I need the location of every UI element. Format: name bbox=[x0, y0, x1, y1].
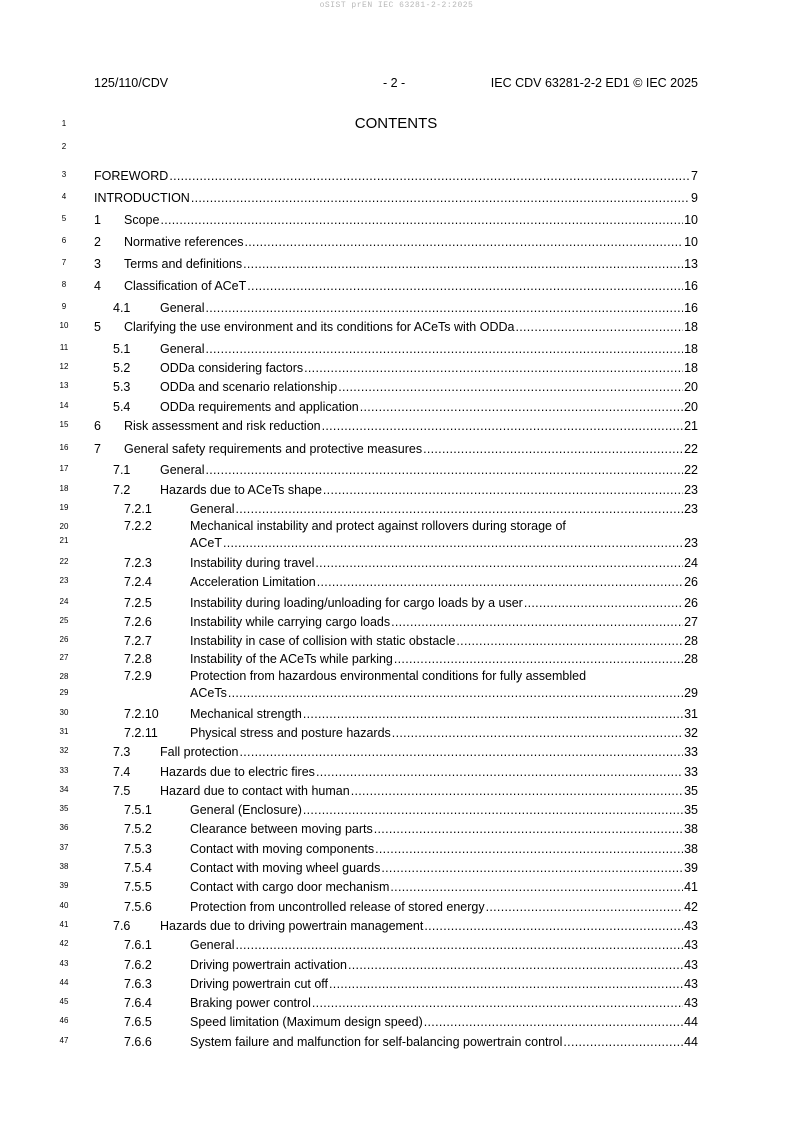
toc-entry-page: 24 bbox=[684, 556, 698, 570]
toc-leader-dots bbox=[515, 319, 683, 335]
toc-entry[interactable] bbox=[94, 501, 698, 517]
line-number: 38 bbox=[59, 862, 69, 871]
toc-entry[interactable] bbox=[94, 555, 698, 571]
toc-entry-number: 4 bbox=[94, 279, 101, 293]
line-number: 41 bbox=[59, 920, 69, 929]
toc-entry[interactable] bbox=[94, 614, 698, 630]
line-number: 18 bbox=[59, 484, 69, 493]
toc-entry-page: 43 bbox=[684, 919, 698, 933]
toc-leader-dots bbox=[360, 399, 683, 415]
toc-leader-dots bbox=[205, 300, 683, 316]
toc-leader-dots bbox=[392, 725, 683, 741]
line-number: 34 bbox=[59, 785, 69, 794]
toc-entry-number: 7.6.3 bbox=[124, 977, 152, 991]
toc-entry-title: Fall protection bbox=[160, 745, 239, 759]
toc-entry-title: General (Enclosure) bbox=[190, 803, 302, 817]
toc-entry-page: 16 bbox=[684, 279, 698, 293]
toc-entry-page: 39 bbox=[684, 861, 698, 875]
toc-entry-page: 44 bbox=[684, 1035, 698, 1049]
toc-entry-page: 20 bbox=[684, 400, 698, 414]
toc-leader-dots bbox=[563, 1034, 683, 1050]
toc-entry-page: 10 bbox=[684, 235, 698, 249]
toc-entry-number: 7.5.2 bbox=[124, 822, 152, 836]
toc-leader-dots bbox=[375, 841, 683, 857]
toc-entry-page: 33 bbox=[684, 745, 698, 759]
toc-entry-title: Braking power control bbox=[190, 996, 311, 1010]
toc-leader-dots bbox=[348, 957, 683, 973]
toc-entry-title: Hazards due to driving powertrain management bbox=[160, 919, 424, 933]
toc-entry[interactable] bbox=[94, 976, 698, 992]
toc-leader-dots bbox=[390, 879, 683, 895]
toc-entry[interactable] bbox=[94, 482, 698, 498]
toc-entry-title: General safety requirements and protective measures bbox=[124, 442, 423, 456]
toc-entry[interactable] bbox=[94, 319, 698, 335]
toc-leader-dots bbox=[205, 462, 683, 478]
toc-entry[interactable] bbox=[94, 937, 698, 953]
toc-entry-title: Contact with moving wheel guards bbox=[190, 861, 381, 875]
line-number: 29 bbox=[59, 688, 69, 697]
line-number: 1 bbox=[61, 119, 67, 128]
toc-entry-page: 18 bbox=[684, 320, 698, 334]
line-number: 19 bbox=[59, 503, 69, 512]
toc-entry[interactable] bbox=[94, 821, 698, 837]
toc-entry-title: General bbox=[160, 463, 205, 477]
line-number: 44 bbox=[59, 978, 69, 987]
line-number: 42 bbox=[59, 939, 69, 948]
toc-entry-title: ODDa and scenario relationship bbox=[160, 380, 338, 394]
toc-entry-title-line1: Mechanical instability and protect against rollovers during storage of bbox=[190, 519, 566, 533]
toc-entry-title: Driving powertrain cut off bbox=[190, 977, 329, 991]
toc-entry-number: 7 bbox=[94, 442, 101, 456]
toc-entry-number: 3 bbox=[94, 257, 101, 271]
toc-entry-page: 23 bbox=[684, 483, 698, 497]
toc-entry-title: General bbox=[190, 938, 235, 952]
toc-entry-page: 42 bbox=[684, 900, 698, 914]
toc-entry-number: 4.1 bbox=[113, 301, 131, 315]
toc-leader-dots bbox=[391, 614, 683, 630]
line-number: 43 bbox=[59, 959, 69, 968]
toc-entry-number: 7.2.8 bbox=[124, 652, 152, 666]
toc-entry-page: 18 bbox=[684, 342, 698, 356]
line-number: 28 bbox=[59, 672, 69, 681]
toc-entry[interactable] bbox=[94, 379, 698, 395]
toc-leader-dots bbox=[374, 821, 683, 837]
toc-leader-dots bbox=[191, 190, 690, 206]
toc-entry[interactable] bbox=[94, 668, 698, 702]
toc-entry-number: 7.6.1 bbox=[124, 938, 152, 952]
toc-entry-page: 26 bbox=[684, 575, 698, 589]
toc-entry[interactable] bbox=[94, 595, 698, 611]
line-number: 22 bbox=[59, 557, 69, 566]
line-number: 6 bbox=[61, 236, 67, 245]
toc-entry-title: Instability in case of collision with static obstacle bbox=[190, 634, 456, 648]
toc-entry-title: General bbox=[190, 502, 235, 516]
toc-entry-title: Hazard due to contact with human bbox=[160, 784, 350, 798]
toc-entry-number: 7.2.6 bbox=[124, 615, 152, 629]
toc-entry-title: ACeT bbox=[190, 536, 222, 550]
line-number: 3 bbox=[61, 170, 67, 179]
toc-entry-number: 7.2.2 bbox=[124, 519, 152, 533]
toc-leader-dots bbox=[240, 744, 684, 760]
toc-entry-number: 7.6 bbox=[113, 919, 131, 933]
toc-entry-number: 5.2 bbox=[113, 361, 131, 375]
toc-leader-dots bbox=[247, 278, 683, 294]
toc-leader-dots bbox=[316, 764, 683, 780]
toc-entry-number: 7.3 bbox=[113, 745, 131, 759]
toc-entry-number: 7.5 bbox=[113, 784, 131, 798]
toc-entry-title: Protection from uncontrolled release of stored energy bbox=[190, 900, 485, 914]
toc-entry-title: FOREWORD bbox=[94, 169, 169, 183]
line-number: 31 bbox=[59, 727, 69, 736]
line-number: 16 bbox=[59, 443, 69, 452]
toc-entry-page: 18 bbox=[684, 361, 698, 375]
toc-leader-dots bbox=[312, 995, 683, 1011]
toc-entry-page: 35 bbox=[684, 803, 698, 817]
toc-entry-number: 7.1 bbox=[113, 463, 131, 477]
toc-leader-dots bbox=[424, 918, 683, 934]
toc-entry[interactable] bbox=[94, 879, 698, 895]
toc-entry-title: Terms and definitions bbox=[124, 257, 243, 271]
toc-entry[interactable] bbox=[94, 462, 698, 478]
toc-entry-title: Instability during loading/unloading for cargo loads by a user bbox=[190, 596, 523, 610]
toc-entry-number: 7.6.4 bbox=[124, 996, 152, 1010]
toc-entry-number: 1 bbox=[94, 213, 101, 227]
toc-entry-number: 7.2.7 bbox=[124, 634, 152, 648]
toc-entry-number: 7.5.6 bbox=[124, 900, 152, 914]
toc-entry-page: 28 bbox=[684, 634, 698, 648]
toc-leader-dots bbox=[456, 633, 683, 649]
toc-entry-page: 31 bbox=[684, 707, 698, 721]
toc-entry-number: 7.2.11 bbox=[124, 726, 158, 740]
toc-entry[interactable] bbox=[94, 1014, 698, 1030]
toc-leader-dots bbox=[205, 341, 683, 357]
toc-leader-dots bbox=[235, 501, 683, 517]
toc-entry[interactable] bbox=[94, 518, 698, 552]
toc-entry-title: ODDa considering factors bbox=[160, 361, 304, 375]
toc-leader-dots bbox=[394, 651, 683, 667]
toc-entry-title: Driving powertrain activation bbox=[190, 958, 348, 972]
toc-entry[interactable] bbox=[94, 300, 698, 316]
toc-entry[interactable] bbox=[94, 783, 698, 799]
toc-entry-number: 7.5.4 bbox=[124, 861, 152, 875]
toc-entry-number: 7.4 bbox=[113, 765, 131, 779]
toc-entry-title: INTRODUCTION bbox=[94, 191, 190, 205]
toc-entry-page: 22 bbox=[684, 442, 698, 456]
toc-entry-page: 7 bbox=[691, 169, 698, 183]
toc-entry-number: 7.2.10 bbox=[124, 707, 159, 721]
line-number: 4 bbox=[61, 192, 67, 201]
toc-entry-page: 29 bbox=[684, 686, 698, 700]
toc-leader-dots bbox=[486, 899, 683, 915]
toc-entry-title: Mechanical strength bbox=[190, 707, 302, 721]
toc-entry-page: 35 bbox=[684, 784, 698, 798]
line-number: 37 bbox=[59, 843, 69, 852]
toc-entry[interactable] bbox=[94, 860, 698, 876]
toc-entry[interactable] bbox=[94, 341, 698, 357]
toc-entry-number: 7.2.9 bbox=[124, 669, 152, 683]
toc-entry-page: 27 bbox=[684, 615, 698, 629]
toc-entry-title: Clarifying the use environment and its conditions for ACeTs with ODDa bbox=[124, 320, 515, 334]
toc-entry-page: 38 bbox=[684, 822, 698, 836]
toc-entry-title: General bbox=[160, 301, 205, 315]
toc-entry[interactable] bbox=[94, 168, 698, 184]
line-number: 12 bbox=[59, 362, 69, 371]
toc-leader-dots bbox=[223, 535, 683, 551]
line-number: 5 bbox=[61, 214, 67, 223]
toc-entry-number: 7.5.5 bbox=[124, 880, 152, 894]
toc-entry[interactable] bbox=[94, 918, 698, 934]
toc-entry-number: 7.6.5 bbox=[124, 1015, 152, 1029]
line-number: 10 bbox=[59, 321, 69, 330]
toc-entry-title: System failure and malfunction for self-balancing powertrain control bbox=[190, 1035, 563, 1049]
toc-entry-title-line1: Protection from hazardous environmental conditions for fully assembled bbox=[190, 669, 587, 683]
line-number: 36 bbox=[59, 823, 69, 832]
toc-entry-number: 5.3 bbox=[113, 380, 131, 394]
toc-entry[interactable] bbox=[94, 899, 698, 915]
toc-entry[interactable] bbox=[94, 360, 698, 376]
toc-leader-dots bbox=[235, 937, 683, 953]
toc-entry[interactable] bbox=[94, 802, 698, 818]
toc-entry[interactable] bbox=[94, 995, 698, 1011]
line-number: 45 bbox=[59, 997, 69, 1006]
toc-leader-dots bbox=[304, 360, 683, 376]
line-number: 11 bbox=[59, 343, 69, 352]
toc-entry-title: ACeTs bbox=[190, 686, 227, 700]
toc-entry[interactable] bbox=[94, 399, 698, 415]
toc-entry[interactable] bbox=[94, 764, 698, 780]
toc-entry-number: 7.6.2 bbox=[124, 958, 152, 972]
toc-entry[interactable] bbox=[94, 256, 698, 272]
toc-entry[interactable] bbox=[94, 418, 698, 434]
toc-entry-number: 5 bbox=[94, 320, 101, 334]
toc-entry-number: 7.2.1 bbox=[124, 502, 152, 516]
toc-entry[interactable] bbox=[94, 1034, 698, 1050]
toc-leader-dots bbox=[303, 802, 683, 818]
toc-entry-page: 26 bbox=[684, 596, 698, 610]
toc-leader-dots bbox=[315, 555, 683, 571]
toc-entry-title: Hazards due to ACeTs shape bbox=[160, 483, 322, 497]
header-standard-id: IEC CDV 63281-2-2 ED1 © IEC 2025 bbox=[490, 76, 698, 90]
toc-entry[interactable] bbox=[94, 234, 698, 250]
toc-leader-dots bbox=[228, 685, 683, 701]
toc-entry-page: 16 bbox=[684, 301, 698, 315]
toc-entry[interactable] bbox=[94, 574, 698, 590]
line-number: 33 bbox=[59, 766, 69, 775]
toc-leader-dots bbox=[423, 441, 683, 457]
toc-leader-dots bbox=[524, 595, 683, 611]
toc-entry-title: Speed limitation (Maximum design speed) bbox=[190, 1015, 423, 1029]
line-number: 15 bbox=[59, 420, 69, 429]
line-number: 35 bbox=[59, 804, 69, 813]
line-number: 40 bbox=[59, 901, 69, 910]
toc-entry-number: 7.2.3 bbox=[124, 556, 152, 570]
toc-entry[interactable] bbox=[94, 441, 698, 457]
line-number: 47 bbox=[59, 1036, 69, 1045]
toc-entry-page: 21 bbox=[684, 419, 698, 433]
toc-entry-page: 10 bbox=[684, 213, 698, 227]
line-number: 27 bbox=[59, 653, 69, 662]
toc-entry-page: 32 bbox=[684, 726, 698, 740]
page-title: CONTENTS bbox=[354, 115, 438, 132]
toc-entry-page: 20 bbox=[684, 380, 698, 394]
watermark: oSIST prEN IEC 63281-2-2:2025 bbox=[319, 1, 474, 10]
toc-entry[interactable] bbox=[94, 725, 698, 741]
toc-leader-dots bbox=[329, 976, 683, 992]
toc-entry-title: General bbox=[160, 342, 205, 356]
header-doc-ref: 125/110/CDV bbox=[94, 76, 169, 90]
toc-leader-dots bbox=[322, 418, 683, 434]
line-number: 46 bbox=[59, 1016, 69, 1025]
line-number: 32 bbox=[59, 746, 69, 755]
line-number: 9 bbox=[61, 302, 67, 311]
toc-entry-number: 7.2 bbox=[113, 483, 131, 497]
line-number: 7 bbox=[61, 258, 67, 267]
toc-entry-page: 43 bbox=[684, 996, 698, 1010]
toc-entry-number: 7.2.4 bbox=[124, 575, 152, 589]
line-number: 8 bbox=[61, 280, 67, 289]
toc-entry-number: 5.1 bbox=[113, 342, 131, 356]
toc-entry-title: Clearance between moving parts bbox=[190, 822, 373, 836]
line-number: 23 bbox=[59, 576, 69, 585]
toc-entry-title: Physical stress and posture hazards bbox=[190, 726, 391, 740]
toc-entry-title: Instability while carrying cargo loads bbox=[190, 615, 391, 629]
toc-leader-dots bbox=[317, 574, 683, 590]
line-number: 21 bbox=[59, 536, 69, 545]
toc-entry-page: 22 bbox=[684, 463, 698, 477]
toc-entry-page: 43 bbox=[684, 938, 698, 952]
line-number: 17 bbox=[59, 464, 69, 473]
toc-entry-number: 2 bbox=[94, 235, 101, 249]
toc-entry-number: 5.4 bbox=[113, 400, 131, 414]
toc-entry-page: 33 bbox=[684, 765, 698, 779]
line-number: 39 bbox=[59, 881, 69, 890]
toc-leader-dots bbox=[338, 379, 683, 395]
toc-entry-title: Acceleration Limitation bbox=[190, 575, 316, 589]
toc-entry[interactable] bbox=[94, 706, 698, 722]
line-number: 24 bbox=[59, 597, 69, 606]
toc-entry[interactable] bbox=[94, 841, 698, 857]
toc-entry-page: 23 bbox=[684, 502, 698, 516]
line-number: 30 bbox=[59, 708, 69, 717]
toc-entry[interactable] bbox=[94, 744, 698, 760]
header-page-number: - 2 - bbox=[383, 76, 406, 90]
toc-entry-title: Normative references bbox=[124, 235, 244, 249]
toc-entry-number: 6 bbox=[94, 419, 101, 433]
toc-leader-dots bbox=[424, 1014, 683, 1030]
toc-leader-dots bbox=[160, 212, 683, 228]
toc-entry-title: Contact with cargo door mechanism bbox=[190, 880, 390, 894]
toc-entry[interactable] bbox=[94, 278, 698, 294]
toc-leader-dots bbox=[243, 256, 683, 272]
toc-entry-page: 44 bbox=[684, 1015, 698, 1029]
toc-entry[interactable] bbox=[94, 190, 698, 206]
toc-entry[interactable] bbox=[94, 633, 698, 649]
line-number: 13 bbox=[59, 381, 69, 390]
line-number: 26 bbox=[59, 635, 69, 644]
toc-entry-page: 9 bbox=[691, 191, 698, 205]
toc-entry[interactable] bbox=[94, 957, 698, 973]
line-number: 2 bbox=[61, 142, 67, 151]
toc-leader-dots bbox=[169, 168, 690, 184]
toc-entry-page: 13 bbox=[684, 257, 698, 271]
toc-entry-page: 23 bbox=[684, 536, 698, 550]
toc-entry-title: Instability of the ACeTs while parking bbox=[190, 652, 393, 666]
line-number: 20 bbox=[59, 522, 69, 531]
toc-entry[interactable] bbox=[94, 651, 698, 667]
toc-leader-dots bbox=[323, 482, 683, 498]
toc-entry-number: 7.5.3 bbox=[124, 842, 152, 856]
toc-entry-title: Classification of ACeT bbox=[124, 279, 247, 293]
toc-entry-page: 28 bbox=[684, 652, 698, 666]
toc-entry-page: 38 bbox=[684, 842, 698, 856]
toc-entry-number: 7.2.5 bbox=[124, 596, 152, 610]
toc-entry-title: Contact with moving components bbox=[190, 842, 375, 856]
toc-entry-title: Scope bbox=[124, 213, 160, 227]
toc-entry-title: Instability during travel bbox=[190, 556, 315, 570]
toc-entry-number: 7.6.6 bbox=[124, 1035, 152, 1049]
toc-entry[interactable] bbox=[94, 212, 698, 228]
toc-entry-page: 43 bbox=[684, 977, 698, 991]
toc-leader-dots bbox=[381, 860, 683, 876]
toc-entry-number: 7.5.1 bbox=[124, 803, 152, 817]
toc-leader-dots bbox=[303, 706, 683, 722]
toc-leader-dots bbox=[245, 234, 684, 250]
toc-leader-dots bbox=[351, 783, 683, 799]
toc-entry-title: Hazards due to electric fires bbox=[160, 765, 315, 779]
toc-entry-page: 43 bbox=[684, 958, 698, 972]
toc-entry-title: Risk assessment and risk reduction bbox=[124, 419, 321, 433]
toc-entry-title: ODDa requirements and application bbox=[160, 400, 359, 414]
line-number: 25 bbox=[59, 616, 69, 625]
line-number: 14 bbox=[59, 401, 69, 410]
toc-entry-page: 41 bbox=[684, 880, 698, 894]
